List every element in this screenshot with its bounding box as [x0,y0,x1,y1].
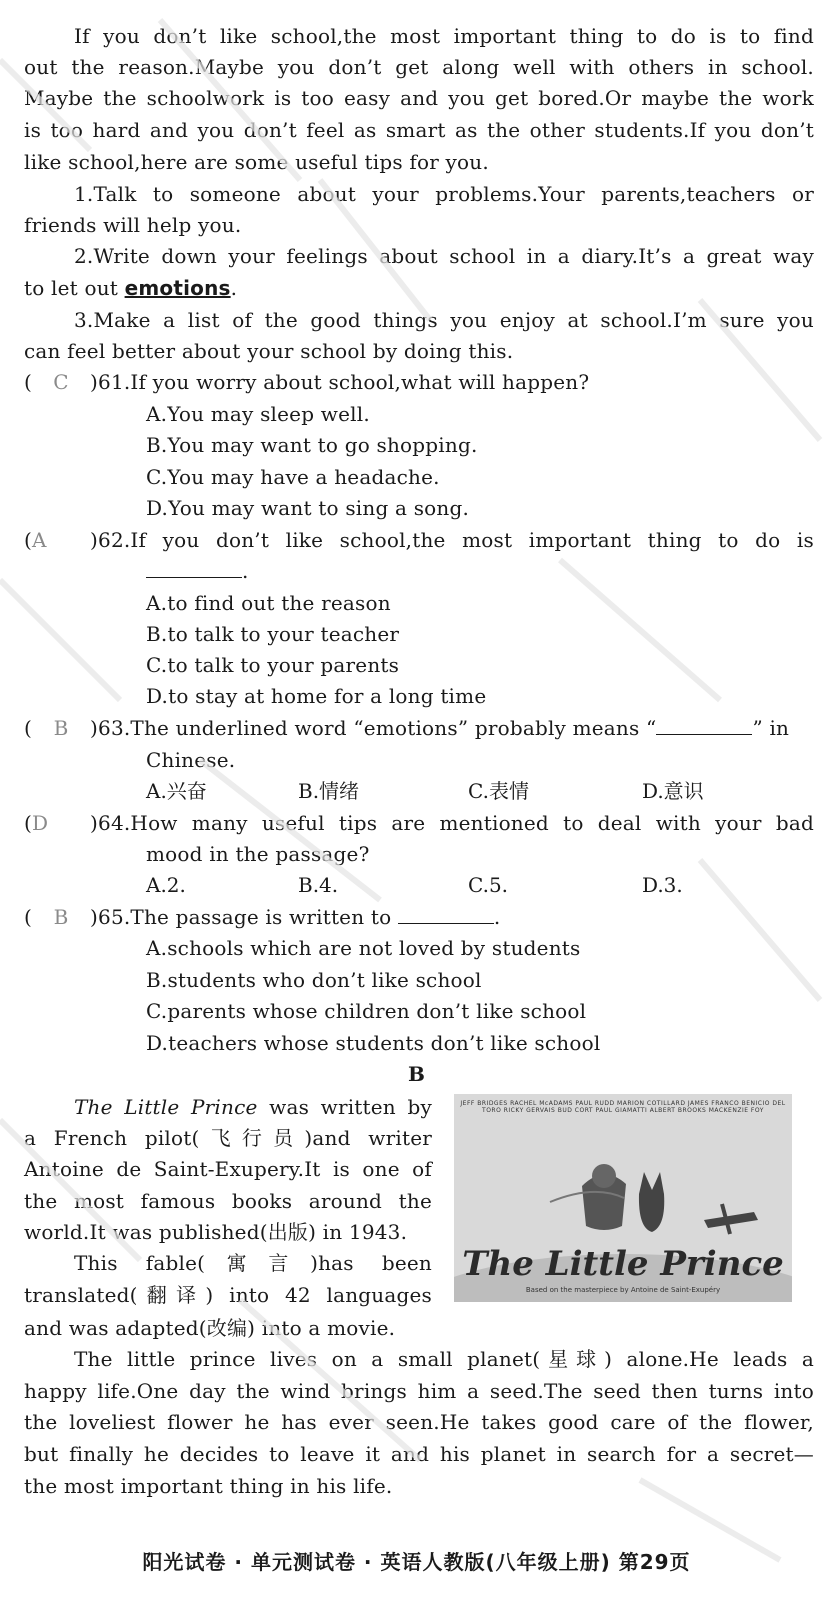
option: C.to talk to your parents [146,653,400,677]
option: C.5. [468,873,509,897]
tip-3-line: can feel better about your school by doing this. [24,339,514,363]
passage-b-line: Antoine de Saint-Exupery.It is one of [24,1157,432,1181]
option: C.You may have a headache. [146,465,440,489]
tip-2-line [24,274,814,302]
passage-b-line: but finally he decides to leave it and his planet in search for a secret— [24,1442,814,1466]
passage-b-line: the loveliest flower he has ever seen.He takes good care of the flower, [24,1410,814,1434]
question-65: ( B )65.The passage is written to . [24,905,501,929]
tip-3-line: 3.Make a list of the good things you enjoy at school.I’m sure you [74,308,814,332]
question-62: (A )62.If you don’t like school,the most important thing to do is [24,528,814,552]
passage-b-line: translated(翻译) into 42 languages [24,1283,432,1307]
answer-blank-62: . [146,557,806,585]
option: A.You may sleep well. [146,402,370,426]
question-64-text: )64.How many useful tips are mentioned to deal with your bad [90,811,814,835]
passage-b-line: a French pilot(飞行员)and writer [24,1126,432,1150]
question-63-line2: Chinese. [146,748,236,772]
passage-b-line: happy life.One day the wind brings him a seed.The seed then turns into [24,1379,814,1403]
question-62-text: )62.If you don’t like school,the most important thing to do is [90,528,814,552]
passage-a-line: is too hard and you don’t feel as smart as the other students.If you don’t [24,118,814,142]
option: A.to find out the reason [146,591,391,615]
question-63-text: )63.The underlined word “emotions” probably means “ [90,716,657,740]
option: D.3. [642,873,683,897]
tip-1-line: friends will help you. [24,213,242,237]
page-footer: 阳光试卷 · 单元测试卷 · 英语人教版(八年级上册) 第29页 [142,1550,691,1574]
option: C.parents whose children don’t like school [146,999,587,1023]
tip-2-period: . [230,276,238,300]
poster-subtitle: Based on the masterpiece by Antoine de Saint-Exupéry [525,1286,721,1294]
book-title: The Little Prince [74,1095,258,1119]
option: C.表情 [468,779,529,803]
answer-64: D [32,811,49,835]
passage-a-line: If you don’t like school,the most important thing to do is to find [74,24,814,48]
option: B.students who don’t like school [146,968,482,992]
passage-b-line: world.It was published(出版) in 1943. [24,1220,408,1244]
question-65-text: )65.The passage is written to [90,905,392,929]
passage-a-line: Maybe the schoolwork is too easy and you get bored.Or maybe the work [24,86,814,110]
option: A.兴奋 [146,779,207,803]
answer-62: A [32,528,47,552]
poster-credits: JEFF BRIDGES RACHEL McADAMS PAUL RUDD MARION COTILLARD JAMES FRANCO BENICIO DEL TORO RICKY GERVAIS BUD CORT PAUL GIAMATTI ALBERT BROOKS MACKENZIE FOY [460,1100,786,1114]
option: D.意识 [642,779,704,803]
option: B.to talk to your teacher [146,622,400,646]
question-61-text: )61.If you worry about school,what will happen? [90,370,590,394]
question-64-line2: mood in the passage? [146,842,370,866]
passage-b-line: the most famous books around the [24,1189,432,1213]
question-61: ( C )61.If you worry about school,what will happen? [24,370,590,394]
passage-b-line: This fable(寓言)has been [74,1251,432,1275]
passage-b-line: The little prince lives on a small planet(星球) alone.He leads a [74,1347,814,1371]
option: A.schools which are not loved by students [146,936,581,960]
tip-1-line: 1.Talk to someone about your problems.Your parents,teachers or [74,182,814,206]
passage-b-line: the most important thing in his life. [24,1474,393,1498]
question-64: (D )64.How many useful tips are mentioned to deal with your bad [24,811,814,835]
answer-63: B [53,716,69,740]
underlined-word-emotions: emotions [124,276,231,300]
option: D.teachers whose students don’t like school [146,1031,601,1055]
section-b-heading: B [408,1062,425,1086]
option: D.You may want to sing a song. [146,496,470,520]
tip-2-text: to let out [24,276,125,300]
answer-61: C [53,370,69,394]
tip-2-line: 2.Write down your feelings about school in a diary.It’s a great way [74,244,814,268]
passage-b-line: and was adapted(改编) into a movie. [24,1316,396,1340]
option: A.2. [146,873,186,897]
option: B.情绪 [298,779,360,803]
poster-title: The Little Prince [462,1244,784,1284]
passage-b-line [74,1093,432,1121]
question-63-text-end: ” in [752,716,790,740]
passage-a-line: like school,here are some useful tips for you. [24,150,489,174]
option: B.You may want to go shopping. [146,433,478,457]
option: D.to stay at home for a long time [146,684,487,708]
option: B.4. [298,873,339,897]
passage-b-text: was written by [257,1095,432,1119]
little-prince-poster [454,1094,792,1302]
passage-a-line: out the reason.Maybe you don’t get along well with others in school. [24,55,814,79]
question-63: ( B )63.The underlined word “emotions” probably means “ ” in [24,716,790,740]
answer-65: B [53,905,69,929]
